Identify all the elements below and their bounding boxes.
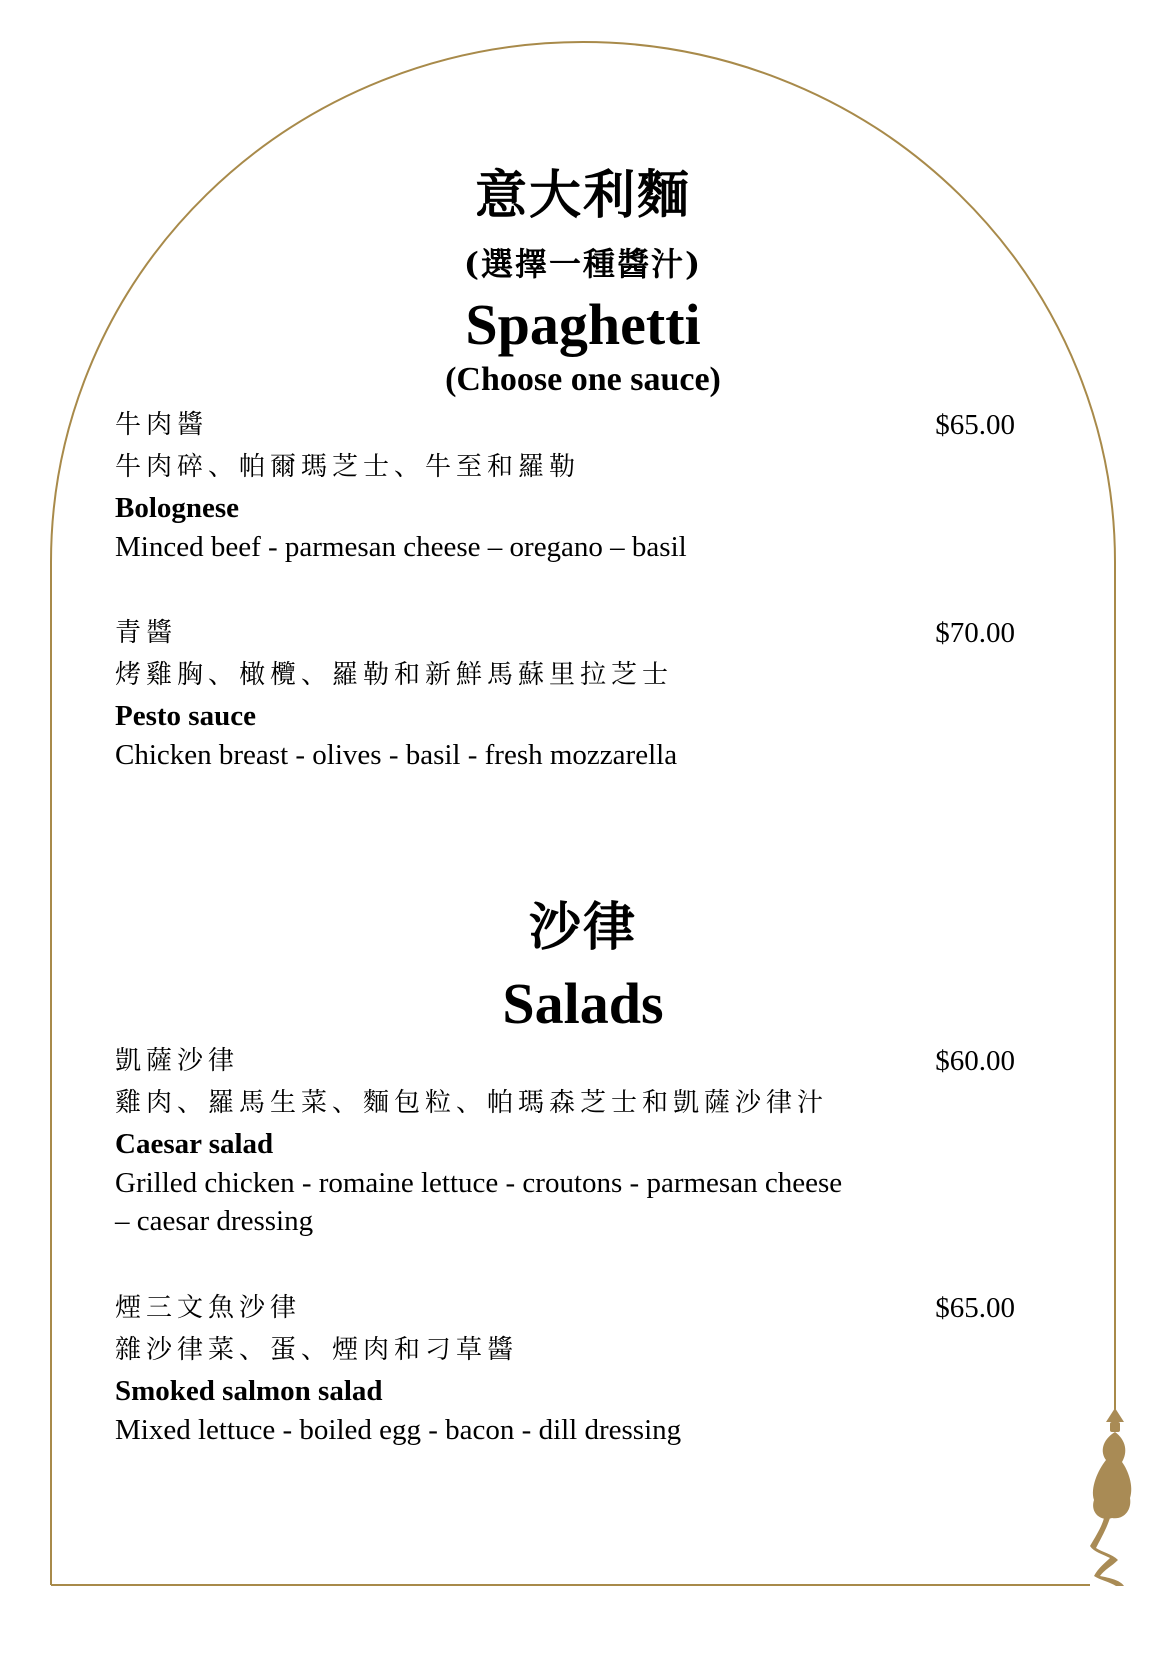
- item-desc-en: Chicken breast - olives - basil - fresh mozzarella: [115, 739, 678, 771]
- item-name-cn: 煙三文魚沙律: [115, 1293, 302, 1323]
- menu-item-smoked-salmon-salad: [115, 1287, 1015, 1449]
- item-name-cn: 凱薩沙律: [115, 1046, 240, 1076]
- spaghetti-subtitle-en: (Choose one sauce): [445, 361, 721, 398]
- menu-item-pesto: [115, 612, 1015, 774]
- spaghetti-title-en: Spaghetti: [465, 292, 701, 357]
- salads-title-cn: 沙律: [528, 897, 637, 958]
- item-name-en: Smoked salmon salad: [115, 1375, 383, 1407]
- spaghetti-title-cn: 意大利麵: [474, 165, 691, 226]
- item-price: $60.00: [935, 1045, 1015, 1077]
- item-name-cn: 牛肉醬: [115, 410, 209, 440]
- item-desc-cn: 雞肉、羅馬生菜、麵包粒、帕瑪森芝士和凱薩沙律汁: [115, 1088, 829, 1118]
- item-price: $65.00: [935, 1292, 1015, 1324]
- spaghetti-subtitle-cn: (選擇一種醬汁): [463, 245, 703, 283]
- item-name-en: Bolognese: [115, 492, 240, 524]
- menu-item-bolognese: [115, 404, 1015, 566]
- item-desc-en: Mixed lettuce - boiled egg - bacon - dill dressing: [115, 1414, 682, 1446]
- item-name-en: Pesto sauce: [115, 700, 256, 732]
- menu-item-caesar-salad: [115, 1040, 1015, 1240]
- item-desc-cn: 烤雞胸、橄欖、羅勒和新鮮馬蘇里拉芝士: [115, 660, 674, 690]
- gold-ornament-icon: [1090, 1408, 1131, 1586]
- salads-title-en: Salads: [502, 971, 664, 1036]
- item-name-en: Caesar salad: [115, 1128, 274, 1160]
- item-name-cn: 青醬: [115, 618, 178, 648]
- item-desc-cn: 雜沙律菜、蛋、煙肉和刁草醬: [115, 1335, 519, 1365]
- item-desc-en: Grilled chicken - romaine lettuce - croutons - parmesan cheese – caesar dressing: [115, 1167, 843, 1237]
- item-price: $65.00: [935, 409, 1015, 441]
- item-price: $70.00: [935, 617, 1015, 649]
- item-desc-en: Minced beef - parmesan cheese – oregano – basil: [115, 531, 687, 563]
- item-desc-cn: 牛肉碎、帕爾瑪芝士、牛至和羅勒: [115, 452, 581, 482]
